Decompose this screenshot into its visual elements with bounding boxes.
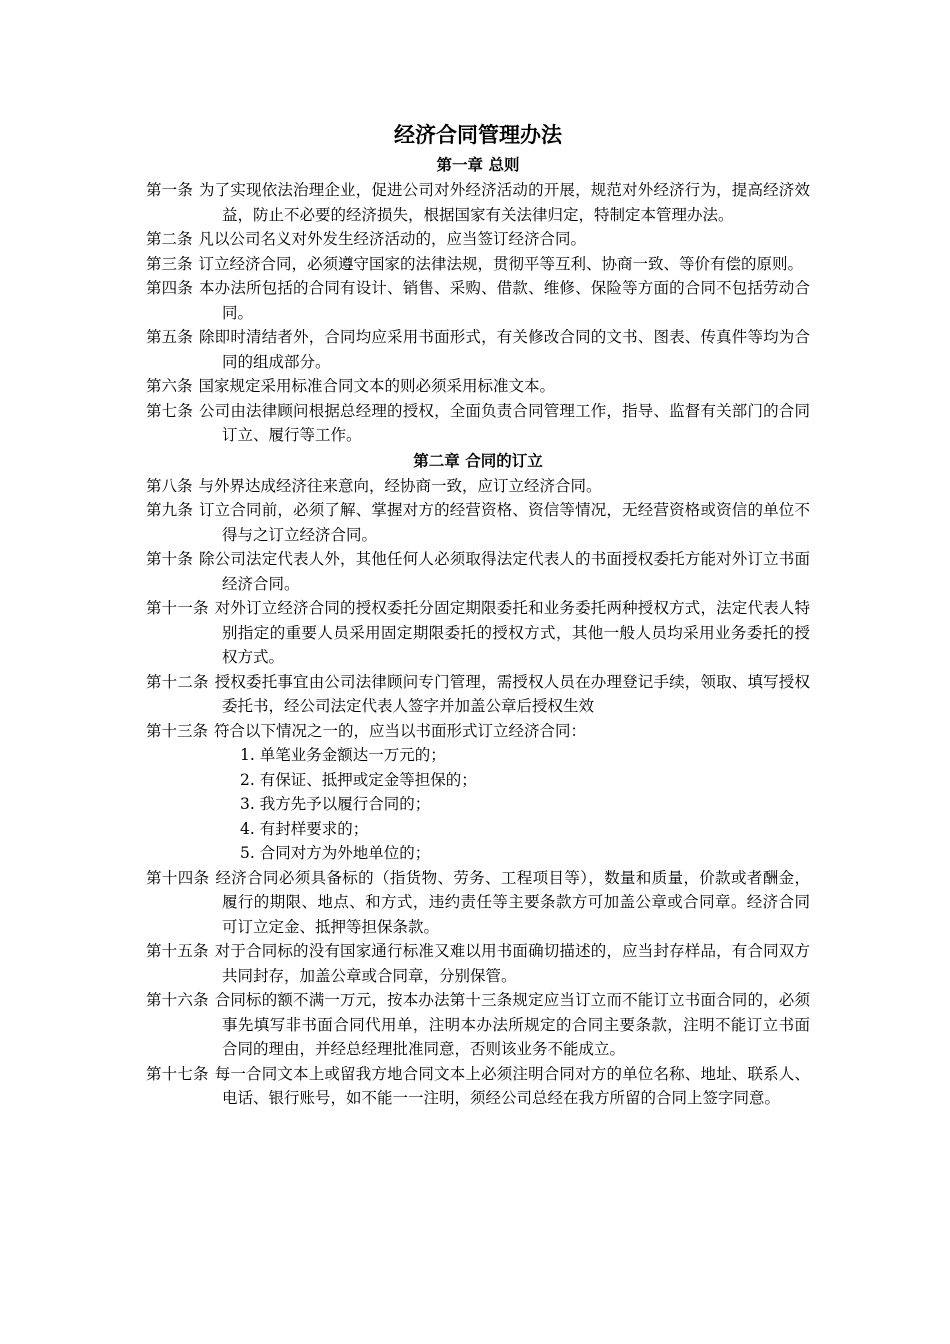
article-paragraph [146, 474, 810, 499]
article-label: 第十三条 [146, 721, 209, 740]
article-paragraph [146, 374, 810, 399]
article-label: 第七条 [146, 401, 194, 420]
article-text: 经济合同必须具备标的（指货物、劳务、工程项目等），数量和质量，价款或者酬金，履行的期限、地点、和方式，违约责任等主要条款方可加盖公章或合同章。经济合同可订立定金、抵押等担保条款。 [215, 868, 810, 936]
document-page [146, 118, 810, 1111]
list-item: 3. 我方先予以履行合同的； [240, 795, 431, 813]
article-label: 第四条 [146, 279, 194, 297]
chapter-2-heading: 第二章 合同的订立 [413, 451, 543, 470]
article-paragraph [146, 866, 810, 940]
article-label: 第十二条 [146, 672, 209, 691]
article-text: 符合以下情况之一的，应当以书面形式订立经济合同： [214, 721, 587, 740]
article-label: 第五条 [146, 328, 194, 346]
article-label: 第八条 [146, 476, 193, 495]
article-label: 第三条 [146, 254, 193, 273]
chapter-2-articles-b [146, 866, 810, 1111]
article-label: 第十条 [146, 550, 194, 568]
article-label: 第六条 [146, 377, 193, 395]
article-label: 第十六条 [146, 991, 209, 1009]
article-paragraph [146, 670, 810, 719]
article-label: 第十七条 [146, 1064, 209, 1083]
article-paragraph [146, 596, 810, 670]
article-text: 除公司法定代表人外，其他任何人必须取得法定代表人的书面授权委托方能对外订立书面经济合同。 [199, 550, 810, 593]
article-text: 除即时清结者外，合同均应采用书面形式，有关修改合同的文书、图表、传真件等均为合同的组成部分。 [199, 328, 810, 371]
article-text: 国家规定采用标准合同文本的则必须采用标准文本。 [198, 377, 556, 395]
list-item: 4. 有封样要求的； [240, 819, 369, 838]
article-paragraph [146, 1062, 810, 1111]
article-paragraph [146, 227, 810, 252]
list-item: 1. 单笔业务金额达一万元的； [240, 746, 446, 764]
article-paragraph [146, 547, 810, 596]
article-paragraph [146, 276, 810, 325]
list-item: 5. 合同对方为外地单位的； [240, 844, 431, 862]
chapter-1-articles [146, 178, 810, 448]
article-text: 订立合同前，必须了解、掌握对方的经营资格、资信等情况，无经营资格或资信的单位不得与之订立经济合同。 [199, 501, 810, 544]
article-label: 第十五条 [146, 942, 209, 960]
article-text: 合同标的额不满一万元，按本办法第十三条规定应当订立而不能订立书面合同的，必须事先填写非书面合同代用单，注明本办法所规定的合同主要条款，注明不能订立书面合同的理由，并经总经理批准同意，否则该业务不能成立。 [214, 991, 810, 1058]
article-label: 第十四条 [146, 868, 210, 887]
article-text: 本办法所包括的合同有设计、销售、采购、借款、维修、保险等方面的合同不包括劳动合同。 [199, 279, 810, 322]
article-text: 每一合同文本上或留我方地合同文本上必须注明合同对方的单位名称、地址、联系人、电话、银行账号，如不能一一注明，须经公司总经在我方所留的合同上签字同意。 [214, 1064, 810, 1107]
article-label: 第二条 [146, 230, 193, 248]
article-text: 对于合同标的没有国家通行标准又难以用书面确切描述的，应当封存样品，有合同双方共同封存，加盖公章或合同章，分别保管。 [214, 942, 810, 985]
article-text: 订立经济合同，必须遵守国家的法律法规，贯彻平等互利、协商一致、等价有偿的原则。 [198, 254, 804, 273]
article-text: 授权委托事宜由公司法律顾问专门管理，需授权人员在办理登记手续，领取、填写授权委托书，经公司法定代表人签字并加盖公章后授权生效 [214, 672, 810, 715]
article-paragraph [146, 988, 810, 1062]
chapter-2-articles-a [146, 474, 810, 744]
article-text: 公司由法律顾问根据总经理的授权，全面负责合同管理工作，指导、监督有关部门的合同订立、履行等工作。 [199, 401, 810, 444]
article-paragraph [146, 399, 810, 448]
article-paragraph [146, 719, 810, 744]
article-paragraph [146, 498, 810, 547]
article-text: 与外界达成经济往来意向，经协商一致，应订立经济合同。 [198, 476, 602, 495]
article-paragraph [146, 178, 810, 227]
article-text: 对外订立经济合同的授权委托分固定期限委托和业务委托两种授权方式，法定代表人特别指定的重要人员采用固定期限委托的授权方式，其他一般人员均采用业务委托的授权方式。 [214, 599, 810, 666]
article-paragraph [146, 939, 810, 988]
chapter-1-heading: 第一章 总则 [436, 156, 520, 174]
article-label: 第九条 [146, 501, 194, 519]
article-13-conditions-list [146, 743, 810, 866]
article-text: 为了实现依法治理企业，促进公司对外经济活动的开展，规范对外经济行为，提高经济效益，防止不必要的经济损失，根据国家有关法律归定，特制定本管理办法。 [199, 181, 810, 224]
article-label: 第一条 [146, 181, 194, 199]
list-item: 2. 有保证、抵押或定金等担保的； [240, 770, 477, 789]
article-paragraph [146, 325, 810, 374]
article-label: 第十一条 [146, 599, 209, 617]
article-text: 凡以公司名义对外发生经济活动的，应当签订经济合同。 [198, 230, 587, 248]
document-title: 经济合同管理办法 [394, 123, 562, 147]
article-paragraph [146, 252, 810, 277]
